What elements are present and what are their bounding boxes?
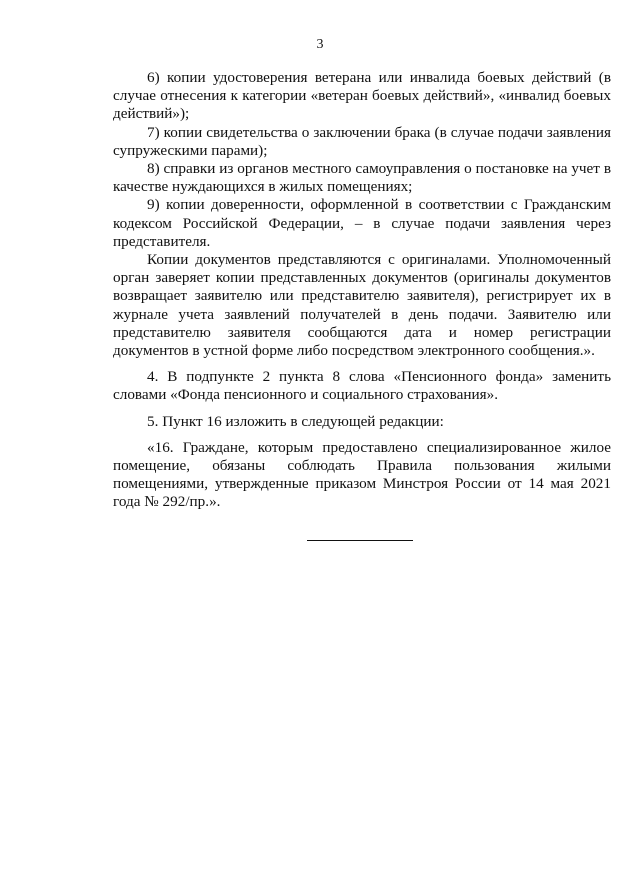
document-body <box>113 69 611 512</box>
clause-4: 4. В подпункте 2 пункта 8 слова «Пенсионного фонда» заменить словами «Фонда пенсионного и социального страхования». <box>113 368 611 404</box>
list-item-8: 8) справки из органов местного самоуправления о постановке на учет в качестве нуждающихся в жилых помещениях; <box>113 160 611 196</box>
documents-paragraph: Копии документов представляются с оригиналами. Уполномоченный орган заверяет копии представленных документов (оригиналы документов возвращает заявителю или представителю заявителя), регистрирует их в журнале учета заявлений получателей в день подачи. Заявителю или представителю заявителя сообщаются дата и номер регистрации документов в устной форме либо посредством электронного сообщения.». <box>113 251 611 360</box>
list-item-7: 7) копии свидетельства о заключении брака (в случае подачи заявления супружескими парами); <box>113 123 611 159</box>
list-item-6: 6) копии удостоверения ветерана или инвалида боевых действий (в случае отнесения к категории «ветеран боевых действий», «инвалид боевых действий»); <box>113 69 611 123</box>
clause-5: 5. Пункт 16 изложить в следующей редакции: <box>147 412 444 430</box>
page-number: 3 <box>316 37 324 52</box>
clause-16-text: «16. Граждане, которым предоставлено специализированное жилое помещение, обязаны соблюдать Правила пользования жилыми помещениями, утвержденные приказом Минстроя России от 14 мая 2021 года № 292/пр.». <box>113 438 611 511</box>
separator-line <box>307 540 413 541</box>
list-item-9: 9) копии доверенности, оформленной в соответствии с Гражданским кодексом Российской Федерации, – в случае подачи заявления через представителя. <box>113 196 611 250</box>
